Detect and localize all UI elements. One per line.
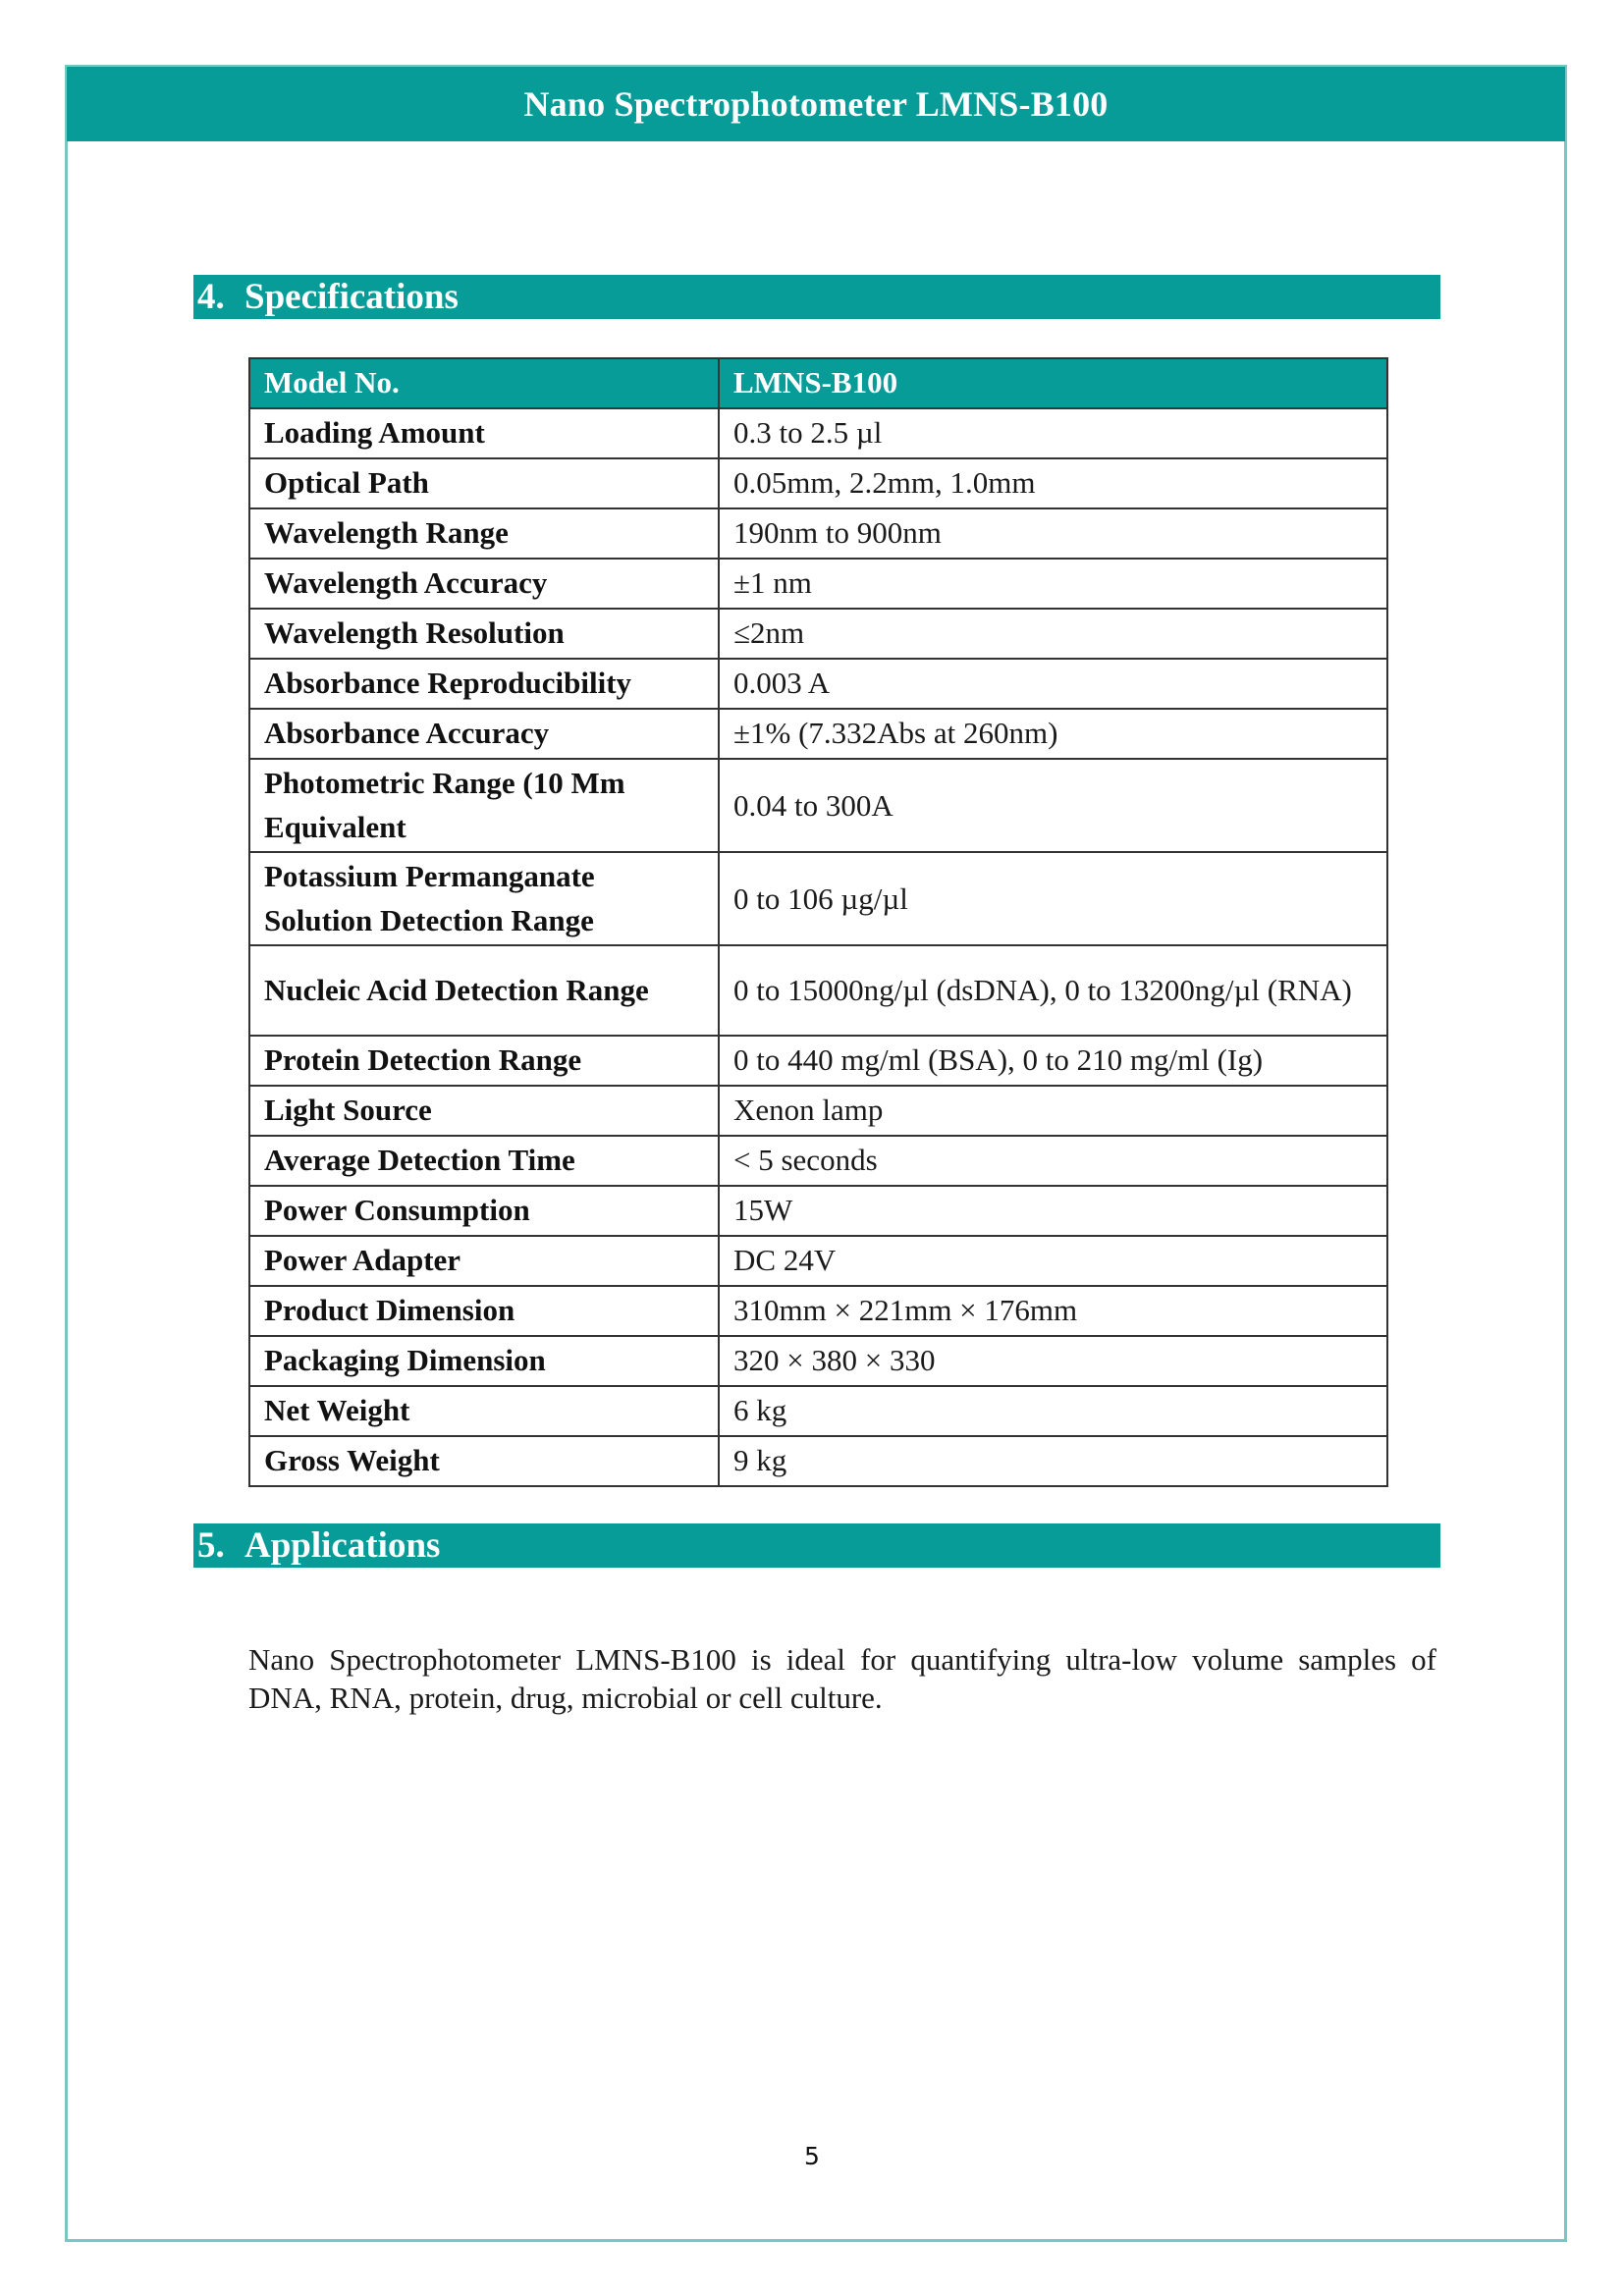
table-row	[249, 1036, 1387, 1086]
spec-label-absorbance-reproducibility: Absorbance Reproducibility	[249, 659, 719, 709]
model-number-header: Model No.	[249, 358, 719, 408]
spec-label-light-source: Light Source	[249, 1086, 719, 1136]
spec-label-wavelength-accuracy: Wavelength Accuracy	[249, 559, 719, 609]
spec-label-packaging-dimension: Packaging Dimension	[249, 1336, 719, 1386]
table-row	[249, 1186, 1387, 1236]
table-row	[249, 408, 1387, 458]
spec-value-gross-weight: 9 kg	[719, 1436, 1387, 1486]
specifications-table	[248, 357, 1388, 1487]
spec-label-gross-weight: Gross Weight	[249, 1436, 719, 1486]
spec-value-absorbance-accuracy: ±1% (7.332Abs at 260nm)	[719, 709, 1387, 759]
document-header	[67, 67, 1565, 141]
spec-value-absorbance-reproducibility: 0.003 A	[719, 659, 1387, 709]
spec-label-power-consumption: Power Consumption	[249, 1186, 719, 1236]
spec-label-product-dimension: Product Dimension	[249, 1286, 719, 1336]
specifications-section-number: 4.	[197, 277, 225, 317]
spec-label-wavelength-resolution: Wavelength Resolution	[249, 609, 719, 659]
table-row	[249, 1136, 1387, 1186]
spec-label-absorbance-accuracy: Absorbance Accuracy	[249, 709, 719, 759]
table-row	[249, 659, 1387, 709]
page-number: 5	[804, 2142, 820, 2170]
spec-value-nucleic-acid-detection-range: 0 to 15000ng/µl (dsDNA), 0 to 13200ng/µl (RNA)	[719, 945, 1387, 1036]
applications-section-title: Applications	[244, 1525, 441, 1566]
table-row	[249, 1336, 1387, 1386]
spec-label-permanganate-detection-range: Potassium Permanganate Solution Detection Range	[249, 852, 719, 945]
spec-value-average-detection-time: < 5 seconds	[719, 1136, 1387, 1186]
spec-value-photometric-range: 0.04 to 300A	[719, 759, 1387, 852]
spec-label-net-weight: Net Weight	[249, 1386, 719, 1436]
table-row	[249, 458, 1387, 508]
specifications-heading	[193, 275, 1440, 319]
table-row	[249, 609, 1387, 659]
spec-value-power-consumption: 15W	[719, 1186, 1387, 1236]
spec-value-optical-path: 0.05mm, 2.2mm, 1.0mm	[719, 458, 1387, 508]
spec-label-power-adapter: Power Adapter	[249, 1236, 719, 1286]
spec-label-loading-amount: Loading Amount	[249, 408, 719, 458]
table-row	[249, 852, 1387, 945]
spec-value-product-dimension: 310mm × 221mm × 176mm	[719, 1286, 1387, 1336]
specifications-section-title: Specifications	[244, 277, 459, 317]
table-row	[249, 1286, 1387, 1336]
table-row	[249, 559, 1387, 609]
spec-value-packaging-dimension: 320 × 380 × 330	[719, 1336, 1387, 1386]
spec-label-optical-path: Optical Path	[249, 458, 719, 508]
table-row	[249, 709, 1387, 759]
spec-value-protein-detection-range: 0 to 440 mg/ml (BSA), 0 to 210 mg/ml (Ig)	[719, 1036, 1387, 1086]
table-row	[249, 1086, 1387, 1136]
applications-description: Nano Spectrophotometer LMNS-B100 is ideal for quantifying ultra-low volume samples of DNA, RNA, protein, drug, microbial or cell culture.	[248, 1642, 1436, 1715]
spec-label-protein-detection-range: Protein Detection Range	[249, 1036, 719, 1086]
spec-label-average-detection-time: Average Detection Time	[249, 1136, 719, 1186]
table-row	[249, 508, 1387, 559]
spec-value-wavelength-accuracy: ±1 nm	[719, 559, 1387, 609]
table-row	[249, 1236, 1387, 1286]
spec-value-power-adapter: DC 24V	[719, 1236, 1387, 1286]
spec-value-loading-amount: 0.3 to 2.5 µl	[719, 408, 1387, 458]
model-value-header: LMNS-B100	[719, 358, 1387, 408]
spec-value-wavelength-resolution: ≤2nm	[719, 609, 1387, 659]
spec-label-wavelength-range: Wavelength Range	[249, 508, 719, 559]
spec-label-photometric-range: Photometric Range (10 Mm Equivalent	[249, 759, 719, 852]
table-row	[249, 1436, 1387, 1486]
applications-heading	[193, 1523, 1440, 1568]
spec-label-nucleic-acid-detection-range: Nucleic Acid Detection Range	[249, 945, 719, 1036]
table-row	[249, 945, 1387, 1036]
spec-value-wavelength-range: 190nm to 900nm	[719, 508, 1387, 559]
table-row	[249, 759, 1387, 852]
specifications-table-header-row	[249, 358, 1387, 408]
spec-value-net-weight: 6 kg	[719, 1386, 1387, 1436]
spec-value-light-source: Xenon lamp	[719, 1086, 1387, 1136]
table-row	[249, 1386, 1387, 1436]
document-title: Nano Spectrophotometer LMNS-B100	[523, 84, 1109, 124]
applications-section-number: 5.	[197, 1525, 225, 1566]
spec-value-permanganate-detection-range: 0 to 106 µg/µl	[719, 852, 1387, 945]
